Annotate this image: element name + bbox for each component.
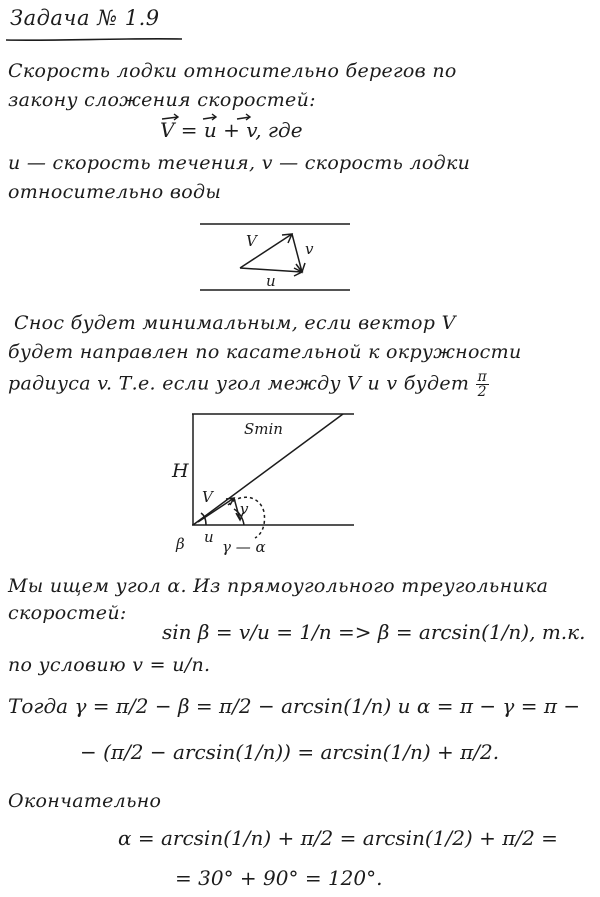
equation-final: α = arcsin(1/n) + π/2 = arcsin(1/2) + π/2 = [118,826,558,850]
text-line: будет направлен по касательной к окружности [8,341,522,363]
problem-title: Задача № 1.9 [10,6,160,30]
text-line: Мы ищем угол α. Из прямоугольного треугольника [8,575,549,597]
label-V: V [246,232,257,250]
text-segment: радиуса v. Т.е. если угол между V и v будет [8,372,470,395]
formula-suffix: , где [255,118,303,142]
equation-sin-beta: sin β = v/u = 1/n => β = arcsin(1/n), т.к. [162,620,586,644]
label-u: u [204,528,214,546]
label-beta: β [176,535,185,553]
text-line: Окончательно [8,790,162,812]
label-smin: Smin [244,420,283,438]
text-line: относительно воды [8,181,222,203]
text-line: закону сложения скоростей: [8,89,316,111]
equation-alpha-result: − (π/2 − arcsin(1/n)) = arcsin(1/n) + π/2. [80,740,500,764]
formula-text: V = u + v [160,118,256,142]
label-v: v [305,240,314,258]
text-line: Скорость лодки относительно берегов по [8,60,457,82]
text-line: скоростей: [8,602,127,624]
text-line: Снос будет минимальным, если вектор V [14,312,456,334]
label-gamma-alpha: γ — α [222,538,266,556]
label-H: H [172,460,189,482]
text-line: u — скорость течения, v — скорость лодки [8,152,471,174]
frac-denominator: 2 [477,384,487,400]
label-V: V [202,488,213,506]
equation-final-value: = 30° + 90° = 120°. [175,866,383,890]
label-u: u [266,272,276,290]
text-line: по условию v = u/n. [8,654,211,676]
label-v: v [240,500,249,518]
equation-gamma-alpha: Тогда γ = π/2 − β = π/2 − arcsin(1/n) и α = π − γ = π − [8,694,581,718]
frac-numerator: π [477,369,488,385]
